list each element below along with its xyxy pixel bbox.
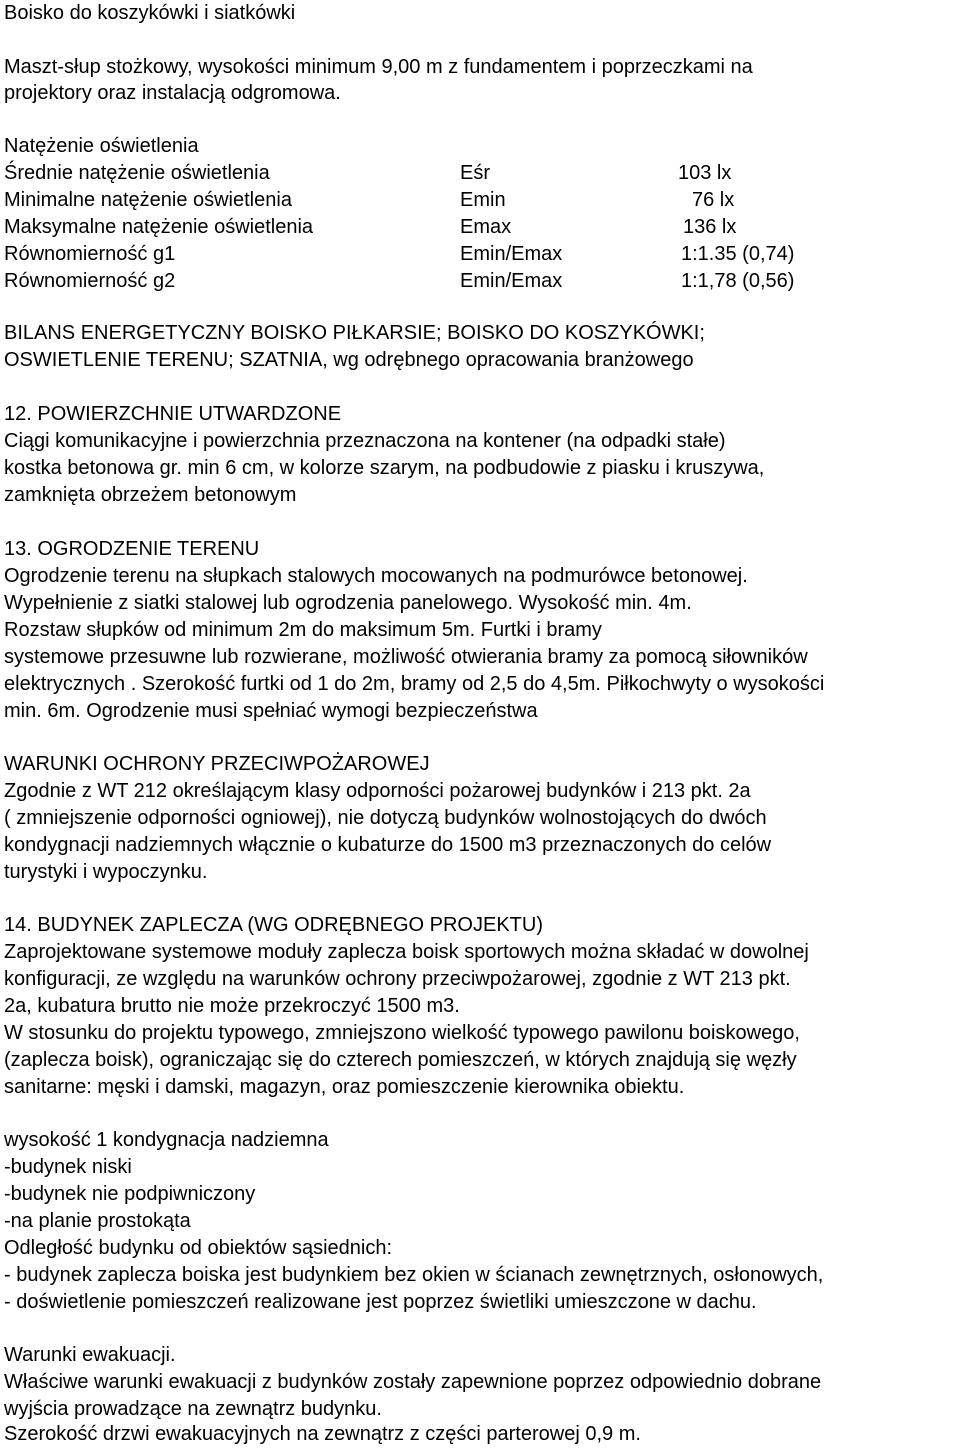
illumination-row <box>4 214 958 241</box>
section-14-line-3: 2a, kubatura brutto nie może przekroczyć 1500 m3. <box>4 995 460 1017</box>
illumination-title: Natężenie oświetlenia <box>4 135 199 157</box>
building-line-3: -budynek nie podpiwniczony <box>4 1183 256 1205</box>
evacuation-line-1: Właściwe warunki ewakuacji z budynków zostały zapewnione poprzez odpowiednio dobrane <box>4 1371 822 1393</box>
illumination-row-name: Równomierność g2 <box>4 270 176 292</box>
building-line-1: wysokość 1 kondygnacja nadziemna <box>4 1129 329 1151</box>
illumination-row-name: Minimalne natężenie oświetlenia <box>4 189 292 211</box>
section-14-line-5: (zaplecza boisk), ograniczając się do czterech pomieszczeń, w których znajdują się węzły <box>4 1049 797 1071</box>
illumination-row <box>4 241 958 268</box>
basketball-desc-line-1: Maszt-słup stożkowy, wysokości minimum 9,00 m z fundamentem i poprzeczkami na <box>4 56 753 78</box>
fire-protection-line-4: turystyki i wypoczynku. <box>4 861 208 883</box>
section-13-line-6: min. 6m. Ogrodzenie musi spełniać wymogi bezpieczeństwa <box>4 700 538 722</box>
building-line-5: Odległość budynku od obiektów sąsiednich: <box>4 1237 393 1259</box>
illumination-row-symbol: Eśr <box>460 162 490 184</box>
illumination-row-value: 1:1.35 (0,74) <box>681 243 795 265</box>
section-14-line-1: Zaprojektowane systemowe moduły zaplecza boisk sportowych można składać w dowolnej <box>4 941 809 963</box>
energy-balance-line-2: OSWIETLENIE TERENU; SZATNIA, wg odrębnego opracowania branżowego <box>4 349 694 371</box>
section-13-line-3: Rozstaw słupków od minimum 2m do maksimum 5m. Furtki i bramy <box>4 619 602 641</box>
section-13-line-4: systemowe przesuwne lub rozwierane, możliwość otwierania bramy za pomocą siłowników <box>4 646 808 668</box>
illumination-row-value: 1:1,78 (0,56) <box>681 270 795 292</box>
fire-protection-title: WARUNKI OCHRONY PRZECIWPOŻAROWEJ <box>4 753 430 775</box>
illumination-row-symbol: Emax <box>460 216 512 238</box>
section-12-line-3: zamknięta obrzeżem betonowym <box>4 484 297 506</box>
fire-protection-line-3: kondygnacji nadziemnych włącznie o kubaturze do 1500 m3 przeznaczonych do celów <box>4 834 772 856</box>
illumination-row-value: 103 lx <box>678 162 732 184</box>
evacuation-title: Warunki ewakuacji. <box>4 1344 176 1366</box>
basketball-title: Boisko do koszykówki i siatkówki <box>4 2 296 24</box>
illumination-row-name: Równomierność g1 <box>4 243 176 265</box>
illumination-row-name: Maksymalne natężenie oświetlenia <box>4 216 314 238</box>
illumination-row <box>4 268 958 295</box>
illumination-row <box>4 160 958 187</box>
building-line-2: -budynek niski <box>4 1156 132 1178</box>
section-13-line-5: elektrycznych . Szerokość furtki od 1 do 2m, bramy od 2,5 do 4,5m. Piłkochwyty o wysokości <box>4 673 825 695</box>
illumination-row-value: 76 lx <box>692 189 735 211</box>
section-14-title: 14. BUDYNEK ZAPLECZA (WG ODRĘBNEGO PROJEKTU) <box>4 914 543 936</box>
basketball-desc-line-2: projektory oraz instalacją odgromowa. <box>4 82 341 104</box>
illumination-row-name: Średnie natężenie oświetlenia <box>4 162 270 184</box>
building-line-6: - budynek zaplecza boiska jest budynkiem bez okien w ścianach zewnętrznych, osłonowych, <box>4 1264 824 1286</box>
section-12-title: 12. POWIERZCHNIE UTWARDZONE <box>4 403 342 425</box>
section-14-line-2: konfiguracji, ze względu na warunków ochrony przeciwpożarowej, zgodnie z WT 213 pkt. <box>4 968 791 990</box>
building-line-7: - doświetlenie pomieszczeń realizowane jest poprzez świetliki umieszczone w dachu. <box>4 1291 757 1313</box>
illumination-row-symbol: Emin/Emax <box>460 270 563 292</box>
section-13-line-2: Wypełnienie z siatki stalowej lub ogrodzenia panelowego. Wysokość min. 4m. <box>4 592 692 614</box>
section-14-line-6: sanitarne: męski i damski, magazyn, oraz pomieszczenie kierownika obiektu. <box>4 1076 685 1098</box>
fire-protection-line-2: ( zmniejszenie odporności ogniowej), nie dotyczą budynków wolnostojących do dwóch <box>4 807 767 829</box>
illumination-row <box>4 187 958 214</box>
building-line-4: -na planie prostokąta <box>4 1210 191 1232</box>
illumination-row-symbol: Emin/Emax <box>460 243 563 265</box>
section-13-title: 13. OGRODZENIE TERENU <box>4 538 260 560</box>
section-14-line-4: W stosunku do projektu typowego, zmniejszono wielkość typowego pawilonu boiskowego, <box>4 1022 800 1044</box>
section-13-line-1: Ogrodzenie terenu na słupkach stalowych mocowanych na podmurówce betonowej. <box>4 565 748 587</box>
evacuation-line-3: Szerokość drzwi ewakuacyjnych na zewnątrz z części parterowej 0,9 m. <box>4 1423 641 1445</box>
section-12-line-1: Ciągi komunikacyjne i powierzchnia przeznaczona na kontener (na odpadki stałe) <box>4 430 726 452</box>
fire-protection-line-1: Zgodnie z WT 212 określającym klasy odporności pożarowej budynków i 213 pkt. 2a <box>4 780 751 802</box>
illumination-row-value: 136 lx <box>683 216 737 238</box>
section-12-line-2: kostka betonowa gr. min 6 cm, w kolorze szarym, na podbudowie z piasku i kruszywa, <box>4 457 765 479</box>
illumination-row-symbol: Emin <box>460 189 506 211</box>
evacuation-line-2: wyjścia prowadzące na zewnątrz budynku. <box>4 1398 382 1420</box>
energy-balance-line-1: BILANS ENERGETYCZNY BOISKO PIŁKARSIE; BOISKO DO KOSZYKÓWKI; <box>4 322 705 344</box>
